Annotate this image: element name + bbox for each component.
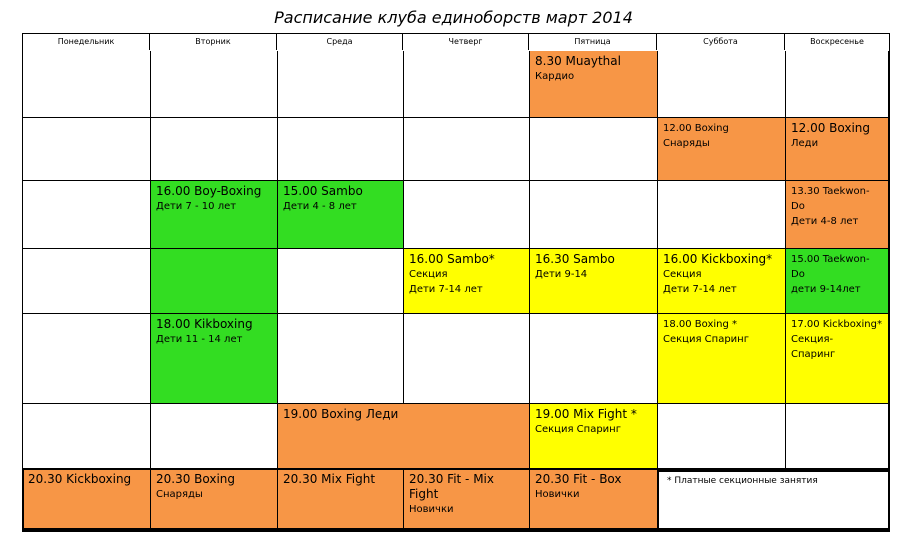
empty-cell (530, 181, 658, 249)
session-title: 16.00 Boy-Boxing (156, 184, 262, 198)
session-detail: Снаряды (156, 489, 203, 500)
session-title: 20.30 Fit - Box (535, 472, 622, 486)
day-header-thursday: Четверг (403, 33, 529, 50)
empty-cell (278, 118, 404, 181)
session-title: 19.00 Boxing Леди (283, 407, 399, 421)
session-sun-1330 (786, 181, 889, 249)
session-title: 20.30 Boxing (156, 472, 236, 486)
session-detail: Секция (663, 269, 702, 280)
empty-cell (23, 249, 151, 314)
empty-cell (23, 181, 151, 249)
session-title: 12.00 Boxing (791, 121, 871, 135)
empty-cell (530, 118, 658, 181)
session-detail-2: Дети 7-14 лет (663, 284, 737, 295)
session-title: 20.30 Kickboxing (28, 472, 132, 486)
session-title: 20.30 Fit - Mix Fight (409, 472, 494, 501)
session-title: 20.30 Mix Fight (283, 472, 376, 486)
session-title: 17.00 Kickboxing* (791, 319, 882, 330)
session-detail: Новички (409, 504, 454, 515)
session-title: 16.30 Sambo (535, 252, 615, 266)
empty-cell (151, 404, 278, 469)
session-sat-1800 (658, 314, 786, 404)
session-tue-1600-cont (151, 249, 278, 314)
empty-cell (404, 51, 530, 118)
session-tue-2030 (151, 469, 278, 529)
day-header-sunday: Воскресенье (785, 33, 890, 50)
session-thu-2030 (404, 469, 530, 529)
day-header-wednesday: Среда (277, 33, 403, 50)
empty-cell (786, 404, 889, 469)
session-title: 19.00 Mix Fight * (535, 407, 637, 421)
session-title: 18.00 Boxing * (663, 319, 738, 330)
session-sat-1600 (658, 249, 786, 314)
session-fri-1900 (530, 404, 658, 469)
session-sun-1500 (786, 249, 889, 314)
session-title: 12.00 Boxing (663, 123, 729, 134)
session-sun-1700 (786, 314, 889, 404)
session-detail: Секция- (791, 334, 834, 345)
session-fri-1630 (530, 249, 658, 314)
session-wed-1900 (278, 404, 530, 469)
empty-cell (404, 181, 530, 249)
session-detail: дети 9-14лет (791, 284, 861, 295)
empty-cell (23, 314, 151, 404)
empty-cell (404, 314, 530, 404)
session-detail: Кардио (535, 71, 575, 82)
session-detail: Секция Спаринг (535, 424, 621, 435)
empty-cell (786, 51, 889, 118)
empty-cell (278, 314, 404, 404)
session-detail: Дети 9-14 (535, 269, 588, 280)
session-title: 8.30 Muaythal (535, 54, 621, 68)
session-tue-1800 (151, 314, 278, 404)
session-detail: Новички (535, 489, 580, 500)
session-detail: Дети 4 - 8 лет (283, 201, 357, 212)
session-title: 18.00 Kikboxing (156, 317, 253, 331)
empty-cell (404, 118, 530, 181)
session-detail: Дети 4-8 лет (791, 216, 859, 227)
session-detail: Леди (791, 138, 819, 149)
session-fri-0830 (530, 51, 658, 118)
session-detail: Секция Спаринг (663, 334, 749, 345)
empty-cell (278, 51, 404, 118)
schedule-grid (22, 33, 890, 530)
day-header-friday: Пятница (529, 33, 657, 50)
session-detail: Снаряды (663, 138, 710, 149)
session-detail-2: Дети 7-14 лет (409, 284, 483, 295)
session-title: 13.30 Taekwon-Do (791, 186, 870, 212)
session-fri-2030 (530, 469, 658, 529)
session-wed-1500 (278, 181, 404, 249)
session-detail: Дети 7 - 10 лет (156, 201, 237, 212)
session-mon-2030 (23, 469, 151, 529)
session-tue-1600 (151, 181, 278, 249)
empty-cell (151, 118, 278, 181)
session-detail-2: Спаринг (791, 349, 836, 360)
page-title: Расписание клуба единоборств март 2014 (274, 8, 633, 27)
session-thu-1600 (404, 249, 530, 314)
empty-cell (658, 404, 786, 469)
empty-cell (23, 51, 151, 118)
day-header-monday: Понедельник (22, 33, 150, 50)
session-wed-2030 (278, 469, 404, 529)
session-sat-1200 (658, 118, 786, 181)
footnote: * Платные секционные занятия (657, 470, 890, 530)
session-detail: Секция (409, 269, 448, 280)
empty-cell (658, 181, 786, 249)
empty-cell (530, 314, 658, 404)
empty-cell (151, 51, 278, 118)
session-title: 15.00 Taekwon-Do (791, 254, 870, 280)
empty-cell (23, 404, 151, 469)
empty-cell (23, 118, 151, 181)
day-header-saturday: Суббота (657, 33, 785, 50)
session-title: 16.00 Sambo* (409, 252, 495, 266)
empty-cell (658, 51, 786, 118)
session-detail: Дети 11 - 14 лет (156, 334, 243, 345)
session-title: 16.00 Kickboxing* (663, 252, 773, 266)
session-sun-1200 (786, 118, 889, 181)
empty-cell (278, 249, 404, 314)
day-header-tuesday: Вторник (150, 33, 277, 50)
session-title: 15.00 Sambo (283, 184, 363, 198)
